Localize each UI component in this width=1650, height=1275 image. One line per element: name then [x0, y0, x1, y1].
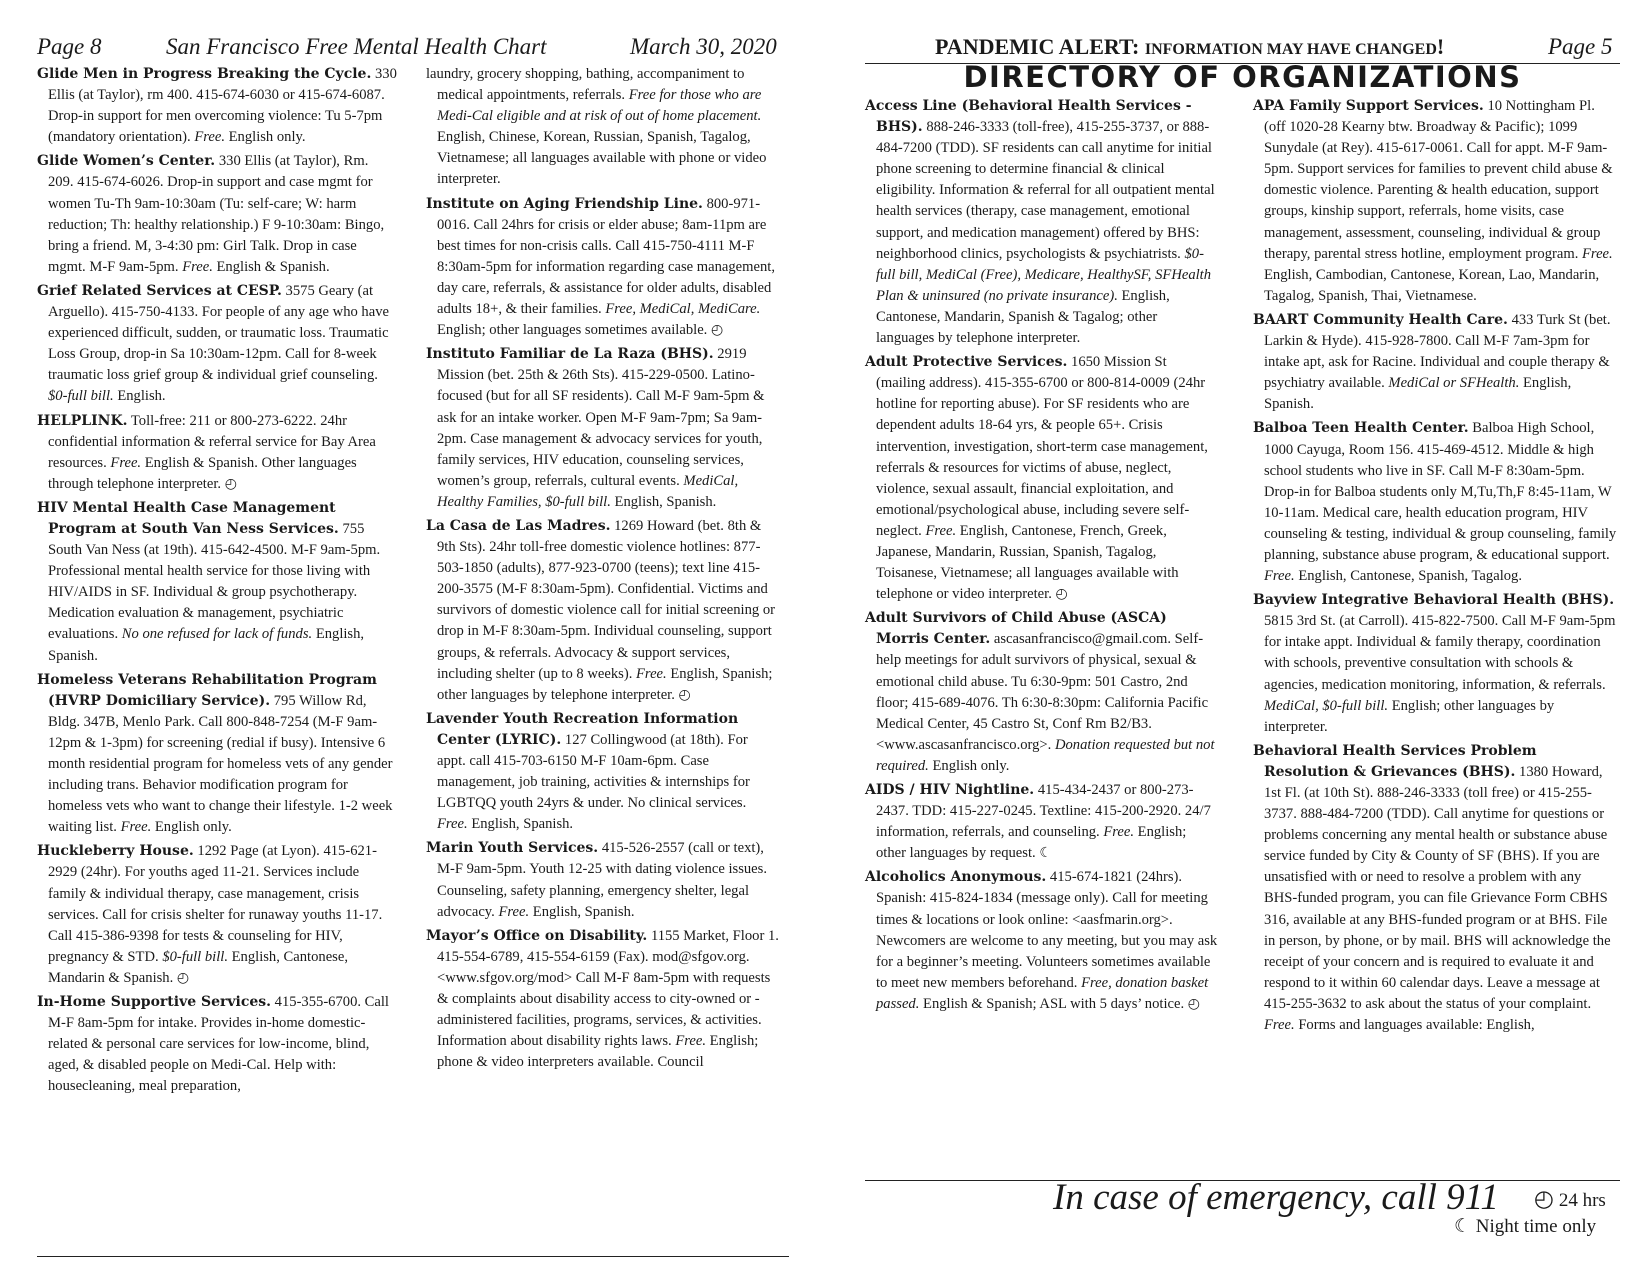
directory-entry: [37, 670, 397, 839]
entry-cost: $0-full bill.: [48, 388, 114, 405]
right-column-1: [865, 96, 1218, 1018]
legend-24hrs: [1534, 1186, 1606, 1212]
entry-text: 1155 Market, Floor 1. 415-554-6789, 415-554-6159 (Fax). mod@sfgov.org. <www.sfgov.org/mod> Call M-F 8am-5pm with requests & complaints about disability access to city-owned or -administered facilities, programs, services, & activities. Information about disability rights laws.: [437, 927, 779, 1050]
entry-languages: English; other languages by request.: [876, 824, 1187, 862]
entry-text: ascasanfrancisco@gmail.com. Self-help meetings for adult survivors of physical, sexual & emotional child abuse. Tu 6:30-9pm: 501 Castro, 2nd floor; 415-689-4076. Th 6:30-8:30pm: California Pacific Medical Center, 45 Castro St, Conf Rm B2/B3. <www.ascasanfrancisco.org>.: [876, 631, 1209, 753]
alert-bang: !: [1436, 34, 1445, 59]
directory-entry: [37, 498, 397, 667]
entry-languages: English; other languages by interpreter.: [1264, 697, 1555, 735]
entry-text: 1292 Page (at Lyon). 415-621-2929 (24hr). For youths aged 11-21. Services include family & individual therapy, case management, crisis services. Call for crisis shelter for runaway youths 11-17. Call 415-386-9398 for tests & counseling for HIV, pregnancy & STD.: [48, 843, 383, 965]
entry-languages: English, Cambodian, Cantonese, Korean, Lao, Mandarin, Tagalog, Spanish, Thai, Vietnamese.: [1264, 266, 1600, 304]
directory-title: DIRECTORY OF ORGANIZATIONS: [963, 60, 1522, 94]
entry-languages: English; phone & video interpreters available. Council: [437, 1033, 759, 1071]
entry-name: HIV Mental Health Case Management Program at South Van Ness Services.: [37, 499, 339, 537]
entry-name: Glide Men in Progress Breaking the Cycle.: [37, 66, 372, 82]
entry-text: 415-434-2437 or 800-273-2437. TDD: 415-227-0245. Textline: 415-200-2920. 24/7 information, referrals, and counseling.: [876, 782, 1211, 841]
clock-icon: ◴: [678, 686, 691, 703]
entry-cost: MediCal, $0-full bill.: [1264, 697, 1389, 714]
entry-cost: $0-full bill, MediCal (Free), Medicare, HealthySF, SFHealth Plan & uninsured (no private insurance).: [876, 245, 1212, 304]
entry-name: Huckleberry House.: [37, 843, 194, 860]
entry-cost: Free.: [110, 454, 142, 471]
entry-text: 3575 Geary (at Arguello). 415-750-4133. For people of any age who have experienced difficult, sudden, or traumatic loss. Traumatic Loss Group, drop-in Sa 10:30am-12pm. Call for 8-week traumatic loss grief group & individual grief counseling.: [48, 282, 389, 384]
clock-icon: ◴: [1187, 995, 1200, 1012]
entry-languages: English, Spanish.: [471, 816, 574, 833]
entry-cost: MediCal or SFHealth.: [1388, 375, 1520, 392]
entry-cost: Free.: [1264, 1017, 1295, 1034]
entry-text: 1380 Howard, 1st Fl. (at 10th St). 888-246-3333 (toll free) or 415-255-3737. 888-484-7200 (TDD). Call anytime for questions or problems concerning any mental health or substance abuse service funded by City & County of SF (BHS). If you are unsatisfied with or need to resolve a problem with any BHS-funded program, you can file Grievance Form CBHS 316, available at any BHS-funded program or at BHS. File in person, by phone, or by mail. BHS will acknowledge the receipt of your concern and is required to evaluate it and respond to it within 60 calendar days. Leave a message at 415-255-3632 to ask about the status of your complaint.: [1264, 763, 1611, 1012]
entry-cost: Free.: [498, 903, 530, 920]
entry-name: Balboa Teen Health Center.: [1253, 420, 1469, 437]
entry-name: Access Line (Behavioral Health Services - BHS).: [865, 98, 1192, 136]
entry-text: Balboa High School, 1000 Cayuga, Room 156. 415-469-4512. Middle & high school students who live in SF. Call M-F 8:30am-5pm. Drop-in for Balboa students only M,Tu,Th,F 8:45-11am, W 10-11am. Medical care, health education program, HIV counseling & testing, individual & group counseling, family planning, substance abuse program, & educational support.: [1264, 420, 1617, 563]
clock-icon: ◴: [1534, 1186, 1555, 1212]
directory-entry: [865, 352, 1218, 605]
left-page: [0, 0, 810, 1275]
entry-languages: English only.: [228, 129, 306, 146]
entry-text: 415-355-6700. Call M-F 8am-5pm for intake. Provides in-home domestic-related & personal care services for low-income, blind, aged, & disabled people on Medi-Cal. Help with: housecleaning, meal preparation,: [48, 994, 389, 1095]
legend-24hrs-label: 24 hrs: [1558, 1190, 1606, 1211]
chart-title: San Francisco Free Mental Health Chart: [166, 34, 547, 59]
alert-main: PANDEMIC ALERT:: [935, 34, 1140, 59]
entry-name: Lavender Youth Recreation Information Center (LYRIC).: [426, 710, 739, 748]
entry-cost: Free.: [1264, 568, 1295, 585]
entry-text: 330 Ellis (at Taylor), Rm. 209. 415-674-6026. Drop-in support and case mgmt for women Tu-Th 9am-10:30am (Tu: self-care; W: harm reduction; Th: healthy relationship.) F 9-10:30am: Bingo, bring a friend. M, 3-4:30 pm: Girl Talk. Drop in case mgmt. M-F 9am-5pm.: [48, 153, 385, 275]
moon-icon: ☾: [1039, 845, 1052, 862]
entry-name: In-Home Supportive Services.: [37, 994, 272, 1011]
directory-entry: [1253, 310, 1618, 415]
entry-cost: Free.: [925, 522, 957, 539]
directory-entry: [37, 64, 397, 148]
directory-entry: [37, 992, 397, 1097]
entry-languages: English only.: [932, 757, 1010, 774]
directory-entry: [865, 780, 1218, 864]
directory-entry: [426, 64, 779, 191]
right-page-number: Page 5: [1548, 34, 1613, 59]
entry-cost: $0-full bill.: [162, 948, 228, 965]
entry-name: Institute on Aging Friendship Line.: [426, 195, 703, 212]
entry-languages: English, Spanish.: [48, 626, 365, 664]
entry-cost: Free.: [437, 816, 468, 833]
entry-languages: English only.: [154, 819, 232, 836]
entry-cost: Free.: [194, 129, 225, 146]
entry-text: 888-246-3333 (toll-free), 415-255-3737, or 888-484-7200 (TDD). SF residents can call anytime for initial phone screening to determine financial & clinical eligibility. Information & referral for all outpatient mental health services (therapy, case management, emotional support, and medication management) offered by BHS: neighborhood clinics, psychologists & psychiatrists.: [876, 119, 1215, 262]
emergency-notice: In case of emergency, call 911: [1053, 1177, 1499, 1218]
clock-icon: ◴: [176, 969, 190, 986]
right-page: [860, 0, 1650, 1275]
directory-entry: [1253, 590, 1618, 738]
entry-name: Instituto Familiar de La Raza (BHS).: [426, 346, 714, 363]
entry-languages: English & Spanish.: [216, 258, 330, 275]
chart-date: March 30, 2020: [630, 34, 777, 59]
entry-languages: English & Spanish; ASL with 5 days’ notice.: [923, 995, 1185, 1012]
entry-text: 415-526-2557 (call or text), M-F 9am-5pm. Youth 12-25 with dating violence issues. Counseling, safety planning, emergency shelter, legal advocacy.: [437, 840, 767, 920]
entry-text: 330 Ellis (at Taylor), rm 400. 415-674-6030 or 415-674-6087. Drop-in support for men overcoming violence: Tu 5-7pm (mandatory orientation).: [48, 66, 397, 146]
entry-name: APA Family Support Services.: [1253, 98, 1484, 114]
entry-name: Marin Youth Services.: [426, 840, 599, 857]
entry-languages: English, Cantonese, Spanish, Tagalog.: [1298, 568, 1522, 585]
entry-cost: Free.: [675, 1033, 706, 1050]
entry-cost: Free for those who are Medi-Cal eligible and at risk of out of home placement.: [437, 87, 762, 125]
entry-cost: No one refused for lack of funds.: [121, 626, 313, 643]
directory-entry: [426, 516, 779, 706]
entry-text: laundry, grocery shopping, bathing, accompaniment to medical appointments, referrals.: [426, 66, 745, 104]
directory-entry: [426, 194, 779, 342]
left-column-2: [426, 64, 779, 1076]
directory-entry: [426, 926, 779, 1074]
directory-entry: [1253, 96, 1618, 307]
entry-name: Grief Related Services at CESP.: [37, 282, 282, 299]
entry-text: 2919 Mission (bet. 25th & 26th Sts). 415-229-0500. Latino-focused (but for all SF residents). Call M-F 9am-5pm & ask for an intake worker. Open M-F 9am-7pm; Sa 9am-2pm. Case management & advocacy services for youth, family services, HIV education, counseling services, women’s group, referrals, cultural events.: [437, 346, 765, 489]
entry-cost: Free.: [1582, 245, 1613, 262]
entry-languages: English; other languages sometimes available.: [437, 322, 708, 339]
directory-entry: [426, 344, 779, 513]
entry-languages: English, Spanish; other languages by telephone interpreter.: [437, 665, 773, 703]
directory-entry: [865, 608, 1218, 777]
directory-entry: [865, 96, 1218, 349]
entry-text: 755 South Van Ness (at 19th). 415-642-4500. M-F 9am-5pm. Professional mental health service for those living with HIV/AIDS in SF. Individual & group psychotherapy. Medication evaluation & management, psychiatric evaluations.: [48, 520, 381, 643]
entry-text: 1650 Mission St (mailing address). 415-355-6700 or 800-814-0009 (24hr hotline for reporting abuse). For SF residents who are dependent adults 18-64 yrs, & people 65+. Crisis intervention, investigation, short-term case management, referrals & resources for victims of abuse, neglect, violence, sexual assault, financial exploitation, and emotional/psychological abuse, including severe self-neglect.: [876, 354, 1208, 539]
entry-text: Toll-free: 211 or 800-273-6222. 24hr confidential information & referral service for Bay Area resources.: [48, 412, 376, 471]
entry-languages: English.: [117, 388, 166, 405]
right-column-2: [1253, 96, 1618, 1039]
entry-languages: English, Cantonese, Mandarin & Spanish.: [48, 948, 348, 986]
entry-text: 10 Nottingham Pl. (off 1020-28 Kearny btw. Broadway & Pacific); 1099 Sunydale (at Rey). 415-617-0061. Call for appt. M-F 9am-5pm. Support services for families to prevent child abuse & domestic violence. Parenting & health education, support groups, kinship support, referrals, home visits, case management, assessment, counseling, individual & group therapy, parental stress hotline, employment program.: [1264, 98, 1613, 262]
clock-icon: ◴: [224, 475, 237, 492]
entry-text: 433 Turk St (bet. Larkin & Hyde). 415-928-7800. Call M-F 7am-3pm for intake apt, ask for Racine. Individual and couple therapy & psychiatry available.: [1264, 311, 1611, 392]
directory-entry: [1253, 741, 1618, 1036]
left-page-number: Page 8: [37, 34, 102, 59]
directory-entry: [865, 867, 1218, 1015]
entry-name: Bayview Integrative Behavioral Health (BHS).: [1253, 592, 1615, 609]
entry-name: Adult Survivors of Child Abuse (ASCA) Morris Center.: [865, 610, 1167, 648]
directory-entry: [37, 841, 397, 989]
entry-text: 5815 3rd St. (at Carroll). 415-822-7500. Call M-F 9am-5pm for intake appt. Individual & family therapy, coordination with schools, preventive consultation with schools & agencies, medication monitoring, information, & referrals.: [1264, 613, 1616, 693]
entry-cost: Free.: [1103, 824, 1135, 841]
clock-icon: ◴: [1055, 586, 1068, 603]
left-column-1: [37, 64, 397, 1101]
entry-text: 415-674-1821 (24hrs). Spanish: 415-824-1834 (message only). Call for meeting times & locations or look online: <aasfmarin.org>. Newcomers are welcome to any meeting, but you may ask for a beginner’s meeting. Volunteers sometimes available to meet new members beforehand.: [876, 869, 1218, 991]
entry-name: HELPLINK.: [37, 412, 128, 429]
legend-night-label: Night time only: [1475, 1216, 1597, 1237]
left-bottom-rule: [37, 1256, 789, 1257]
entry-text: 127 Collingwood (at 18th). For appt. call 415-703-6150 M-F 10am-6pm. Case management, job training, activities & internships for LGBTQQ youth 24yrs & under. No clinical services.: [437, 731, 750, 812]
entry-name: BAART Community Health Care.: [1253, 311, 1508, 328]
directory-entry: [37, 411, 397, 495]
entry-name: Glide Women’s Center.: [37, 153, 216, 170]
entry-languages: English, Cantonese, Mandarin, Spanish & Tagalog; other languages by telephone interpreter.: [876, 287, 1170, 347]
directory-entry: [426, 709, 779, 836]
entry-name: La Casa de Las Madres.: [426, 517, 611, 534]
clock-icon: ◴: [710, 322, 724, 339]
entry-text: 1269 Howard (bet. 8th & 9th Sts). 24hr toll-free domestic violence hotlines: 877-503-1850 (adults), 877-923-0700 (teens); text line 415-200-3575 (M-F 8:30am-5pm). Confidential. Victims and survivors of domestic violence call for initial screening or drop in M-F 8:30am-5pm. Individual counseling, support groups, & referrals. Advocacy & support services, including shelter (up to 8 weeks).: [437, 517, 775, 682]
entry-cost: Free.: [182, 258, 213, 275]
entry-name: Homeless Veterans Rehabilitation Program (HVRP Domiciliary Service).: [37, 671, 377, 709]
entry-text: 795 Willow Rd, Bldg. 347B, Menlo Park. Call 800-848-7254 (M-F 9am-12pm & 1-3pm) for screening (redial if busy). Intensive 6 month residential program for homeless vets of any gender including trans. Behavior modification program for homeless vets who want to change their lifestyle. 1-2 week waiting list.: [48, 692, 393, 836]
directory-entry: [37, 151, 397, 278]
entry-name: Adult Protective Services.: [865, 354, 1068, 371]
entry-languages: English, Spanish.: [614, 493, 717, 510]
entry-name: Alcoholics Anonymous.: [865, 869, 1047, 886]
entry-name: Mayor’s Office on Disability.: [426, 927, 648, 944]
directory-entry: [426, 838, 779, 922]
entry-cost: Free.: [120, 819, 152, 836]
entry-cost: MediCal, Healthy Families, $0-full bill.: [437, 472, 739, 510]
alert-sub: INFORMATION MAY HAVE CHANGED: [1144, 41, 1437, 58]
entry-text: 800-971-0016. Call 24hrs for crisis or elder abuse; 8am-11pm are best times for non-crisis calls. Call 415-750-4111 M-F 8:30am-5pm for information regarding case management, day care, referrals, & assistance for older adults, disabled adults 18+, & their families.: [437, 195, 775, 318]
moon-icon: ☾: [1454, 1215, 1472, 1237]
entry-name: AIDS / HIV Nightline.: [865, 782, 1035, 798]
entry-name: Behavioral Health Services Problem Resolution & Grievances (BHS).: [1253, 742, 1537, 780]
entry-cost: Free, donation basket passed.: [876, 974, 1209, 1012]
legend-night: [1454, 1215, 1596, 1238]
entry-languages: English & Spanish. Other languages through telephone interpreter.: [48, 454, 357, 492]
entry-languages: Forms and languages available: English,: [1298, 1017, 1535, 1034]
entry-languages: English, Spanish.: [532, 903, 635, 920]
entry-languages: English, Spanish.: [1264, 375, 1572, 413]
entry-languages: English, Chinese, Korean, Russian, Spanish, Tagalog, Vietnamese; all languages available with phone or video interpreter.: [437, 129, 767, 188]
pandemic-alert: [935, 34, 1444, 60]
entry-cost: Free.: [636, 665, 667, 682]
directory-entry: [37, 281, 397, 408]
entry-cost: Donation requested but not required.: [876, 736, 1215, 774]
entry-languages: English, Cantonese, French, Greek, Japanese, Mandarin, Russian, Spanish, Tagalog, Toisanese, Vietnamese; all languages available with telephone or video interpreter.: [876, 522, 1179, 603]
entry-cost: Free, MediCal, MediCare.: [605, 301, 761, 318]
directory-entry: [1253, 418, 1618, 587]
